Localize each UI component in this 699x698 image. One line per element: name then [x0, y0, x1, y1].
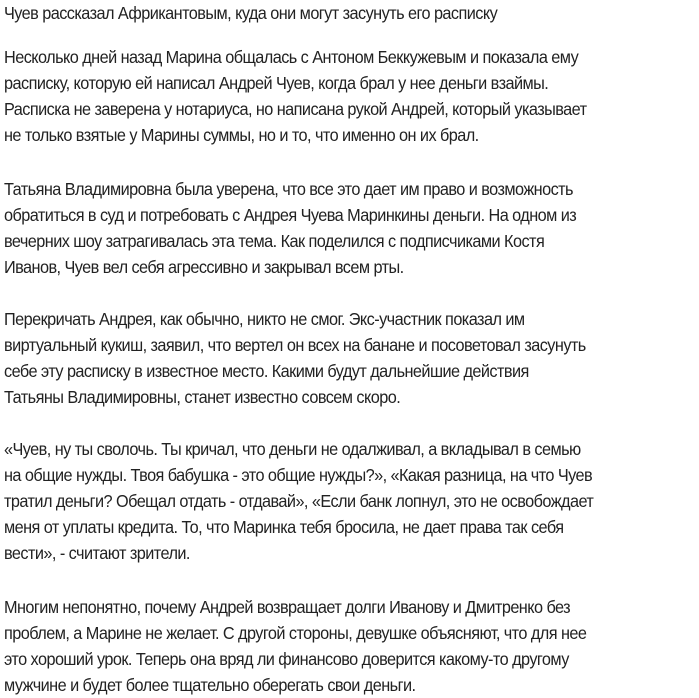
paragraph-3 [4, 306, 630, 410]
text-line: Расписка не заверена у нотариуса, но написана рукой Андрей, который указывает [4, 99, 587, 119]
text-line: вечерних шоу затрагивалась эта тема. Как поделился с подписчиками Костя [4, 231, 545, 251]
text-line: Многим непонятно, почему Андрей возвращает долги Иванову и Дмитренко без [4, 597, 571, 617]
paragraph-2 [4, 176, 619, 280]
article [4, 0, 699, 695]
text-line: Перекричать Андрея, как обычно, никто не смог. Экс-участник показал им [4, 309, 525, 329]
text-line: Татьяны Владимировны, станет известно совсем скоро. [4, 387, 401, 407]
text-line: тратил деньги? Обещал отдать - отдавай», «Если банк лопнул, это не освобождает [4, 491, 594, 511]
text-line: Иванов, Чуев вел себя агрессивно и закрывал всем рты. [4, 257, 404, 277]
text-line: «Чуев, ну ты сволочь. Ты кричал, что деньги не одалживал, а вкладывал в семью [4, 439, 581, 459]
text-line: Татьяна Владимировна была уверена, что все это дает им право и возможность [4, 179, 573, 199]
text-line: меня от уплаты кредита. То, что Маринка тебя бросила, не дает права так себя [4, 517, 564, 537]
text-line: мужчине и будет более тщательно оберегать свои деньги. [4, 675, 416, 695]
paragraph-4-quotes [4, 436, 638, 566]
paragraph-5 [4, 594, 630, 698]
text-line: себе эту расписку в известное место. Какими будут дальнейшие действия [4, 361, 529, 381]
article-title: Чуев рассказал Африкантовым, куда они могут засунуть его расписку [4, 3, 498, 23]
text-line: виртуальный кукиш, заявил, что вертел он всех на банане и посоветовал засунуть [4, 335, 586, 355]
text-line: не только взятые у Марины суммы, но и то, что именно он их брал. [4, 125, 479, 145]
text-line: на общие нужды. Твоя бабушка - это общие нужды?», «Какая разница, на что Чуев [4, 465, 593, 485]
text-line: вести», - считают зрители. [4, 543, 190, 563]
text-line: Несколько дней назад Марина общалась с Антоном Беккужевым и показала ему [4, 47, 579, 67]
paragraph-1 [4, 44, 630, 148]
text-line: проблем, а Марине не желает. С другой стороны, девушке объясняют, что для нее [4, 623, 587, 643]
text-line: обратиться в суд и потребовать с Андрея Чуева Маринкины деньги. На одном из [4, 205, 577, 225]
text-line: расписку, которую ей написал Андрей Чуев, когда брал у нее деньги взаймы. [4, 73, 549, 93]
text-line: это хороший урок. Теперь она вряд ли финансово доверится какому-то другому [4, 649, 569, 669]
